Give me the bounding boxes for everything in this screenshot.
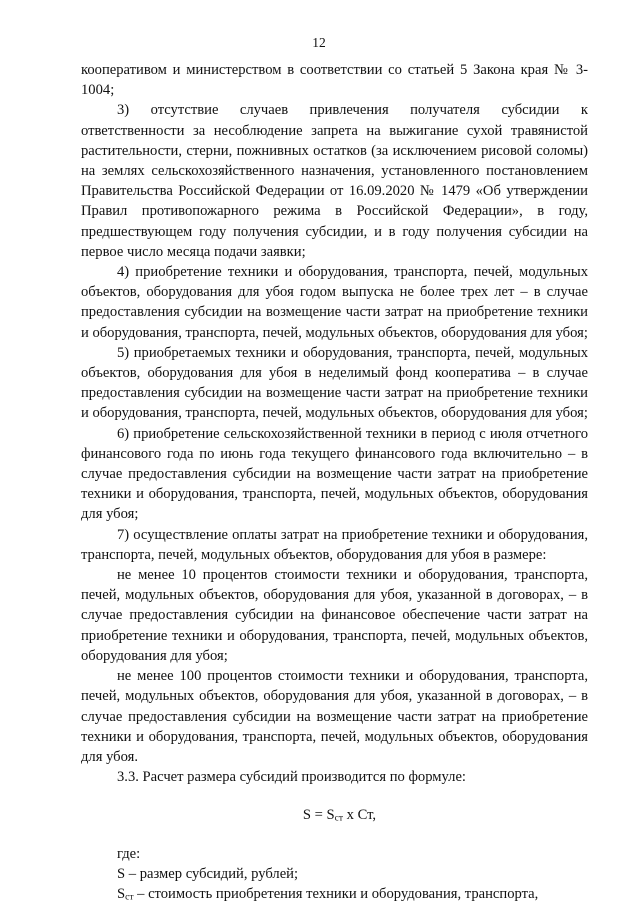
paragraph-item-4: 4) приобретение техники и оборудования, транспорта, печей, модульных объектов, оборудования для убоя годом выпуска не более трех лет – в случае предоставления субсидии на возмещение части затрат на приобретение техники и оборудования, транспорта, печей, модульных объектов, оборудования для убоя; [81, 264, 588, 341]
paragraph-payment-100-percent: не менее 100 процентов стоимости техники и оборудования, транспорта, печей, модульных объектов, оборудования для убоя, указанной в договорах, – в случае предоставления субсидии на возмещение части затрат на приобретение техники и оборудования, транспорта, печей, модульных объектов, оборудования для убоя. [81, 668, 588, 765]
paragraph-payment-10-percent: не менее 10 процентов стоимости техники и оборудования, транспорта, печей, модульных объектов, оборудования для убоя, указанной в договорах, – в случае предоставления субсидии на финансовое обеспечение части затрат на приобретение техники и оборудования, транспорта, печей, модульных объектов, оборудования для убоя; [81, 567, 588, 664]
subsidy-formula [91, 805, 588, 825]
paragraph-section-3-3: 3.3. Расчет размера субсидий производится по формуле: [117, 769, 466, 786]
document-body [81, 60, 588, 904]
definition-s: S – размер субсидий, рублей; [117, 865, 299, 882]
paragraph-item-5: 5) приобретаемых техники и оборудования, транспорта, печей, модульных объектов, оборудования для убоя в неделимый фонд кооператива – в случае предоставления субсидии на возмещение части затрат на приобретение техники и оборудования, транспорта, печей, модульных объектов, оборудования для убоя; [81, 344, 588, 422]
paragraph-item-7: 7) осуществление оплаты затрат на приобретение техники и оборудования, транспорта, печей, модульных объектов, оборудования для убоя в размере: [81, 526, 588, 563]
definition-sst [81, 884, 588, 904]
page-number: 12 [312, 35, 326, 50]
paragraph-continuation: кооперативом и министерством в соответствии со статьей 5 Закона края № 3-1004; [81, 62, 588, 99]
definition-sst-symbol: S [117, 885, 126, 902]
paragraph-item-3: 3) отсутствие случаев привлечения получателя субсидии к ответственности за несоблюдение запрета на выжигание сухой травянистой растительности, стерни, пожнивных остатков (за исключением рисовой соломы) на землях сельскохозяйственного назначения, установленного постановлением Правительства Российской Федерации от 16.09.2020 № 1479 «Об утверждении Правил противопожарного режима в Российской Федерации», в году, предшествующем году получения субсидии, и в году получения субсидии на первое число месяца подачи заявки; [81, 102, 588, 260]
definition-sst-subscript: ст [125, 892, 134, 903]
formula-subscript: ст [334, 813, 344, 824]
paragraph-item-6: 6) приобретение сельскохозяйственной техники в период с июля отчетного финансового года по июнь года текущего финансового года включительно – в случае предоставления субсидии на возмещение части затрат на приобретение техники и оборудования, транспорта, печей, модульных объектов, оборудования для убоя; [81, 425, 588, 523]
definition-sst-text: – стоимость приобретения техники и оборудования, транспорта, [133, 885, 539, 902]
where-label: где: [117, 845, 141, 862]
formula-lhs: S = S [302, 807, 335, 824]
formula-rhs: x Ст, [343, 807, 377, 824]
